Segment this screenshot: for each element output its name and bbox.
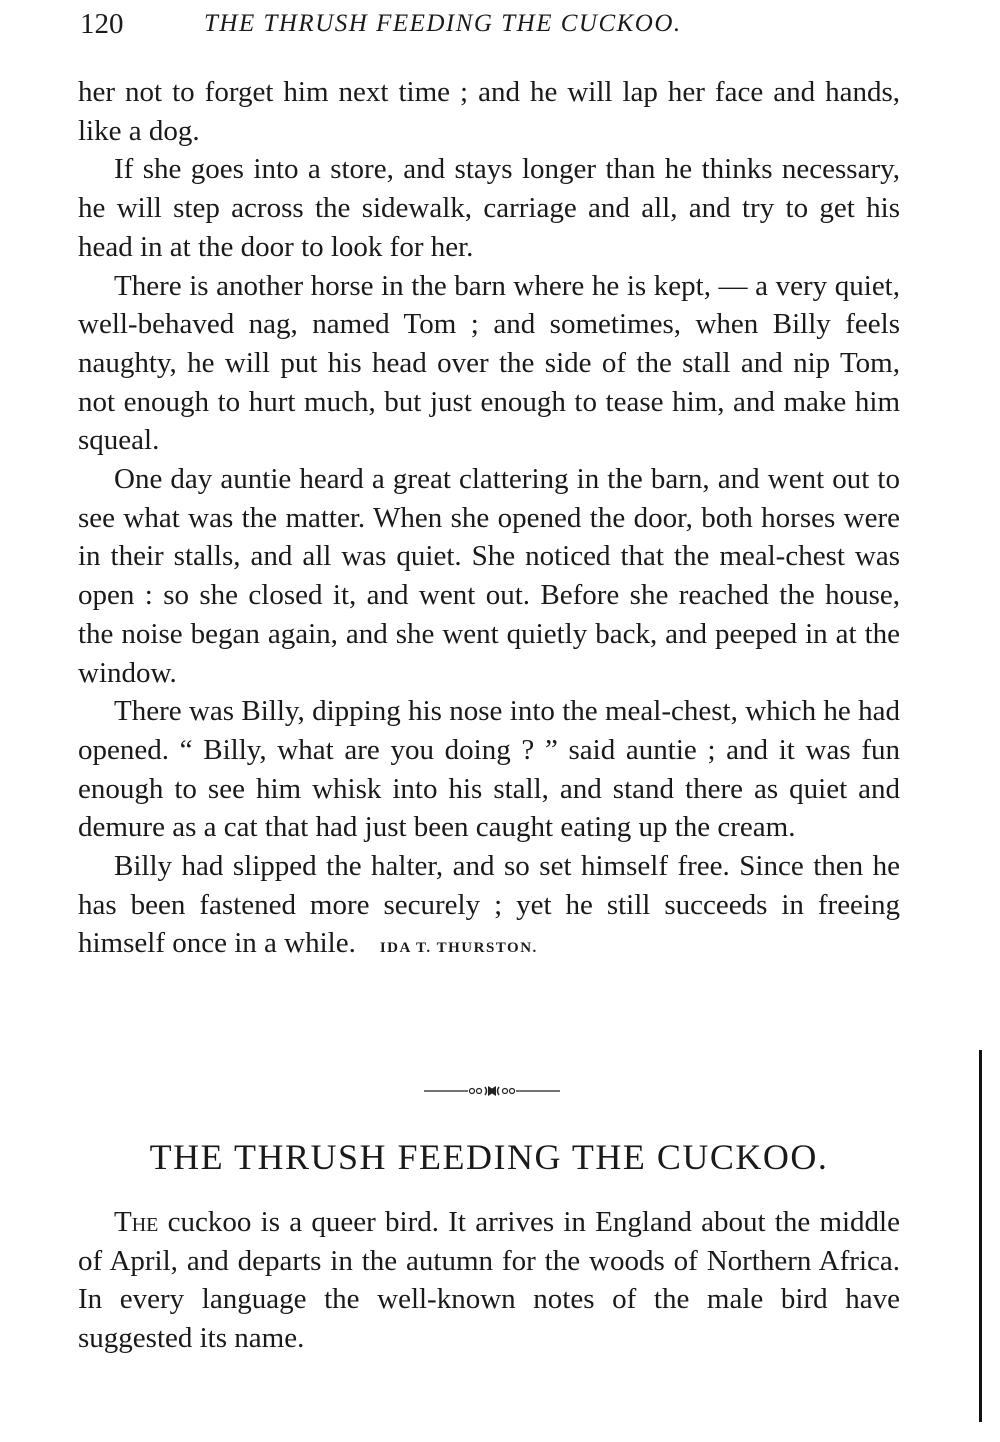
paragraph-text: cuckoo is a queer bird. It arrives in England about the middle of April, and departs in the autumn for the woods of Northern Africa. In every language the well-known notes of the male bird have suggested its name. [78,1206,900,1355]
book-page [78,0,900,1442]
running-title: THE THRUSH FEEDING THE CUCKOO. [204,10,682,37]
paragraph [78,1203,900,1358]
paragraph: her not to forget him next time ; and he will lap her face and hands, like a dog. [78,76,900,147]
paragraph: One day auntie heard a great clattering in the barn, and went out to see what was the matter. When she opened the door, both horses were in their stalls, and all was quiet. She noticed that the meal-chest was open : so she closed it, and went out. Before she reached the house, the noise began again, and she went quietly back, and peeped in at the window. [78,463,900,689]
page-edge-rule [979,1050,982,1422]
paragraph: If she goes into a store, and stays longer than he thinks necessary, he will step across the sidewalk, carriage and all, and try to get his head in at the door to look for her. [78,153,900,263]
section-heading: THE THRUSH FEEDING THE CUCKOO. [149,1137,829,1177]
page-number: 120 [80,8,124,40]
opening-word: The [114,1206,159,1238]
paragraph: There is another horse in the barn where he is kept, — a very quiet, well-behaved nag, named Tom ; and sometimes, when Billy feels naughty, he will put his head over the side of the stall and nip Tom, not enough to hurt much, but just enough to tease him, and make him squeal. [78,269,900,457]
paragraph-final [78,847,900,968]
author-signature: IDA T. THURSTON. [379,940,538,957]
section-text [78,1203,900,1358]
story-text [78,73,900,968]
paragraph-text: Billy had slipped the halter, and so set himself free. Since then he has been fastened more securely ; yet he still succeeds in freeing himself once in a while. [78,850,900,960]
running-head [78,4,900,44]
ornament-divider-icon [424,1079,560,1103]
paragraph: There was Billy, dipping his nose into the meal-chest, which he had opened. “ Billy, what are you doing ? ” said auntie ; and it was fun enough to see him whisk into his stall, and stand there as quiet and demure as a cat that had just been caught eating up the cream. [78,695,900,844]
